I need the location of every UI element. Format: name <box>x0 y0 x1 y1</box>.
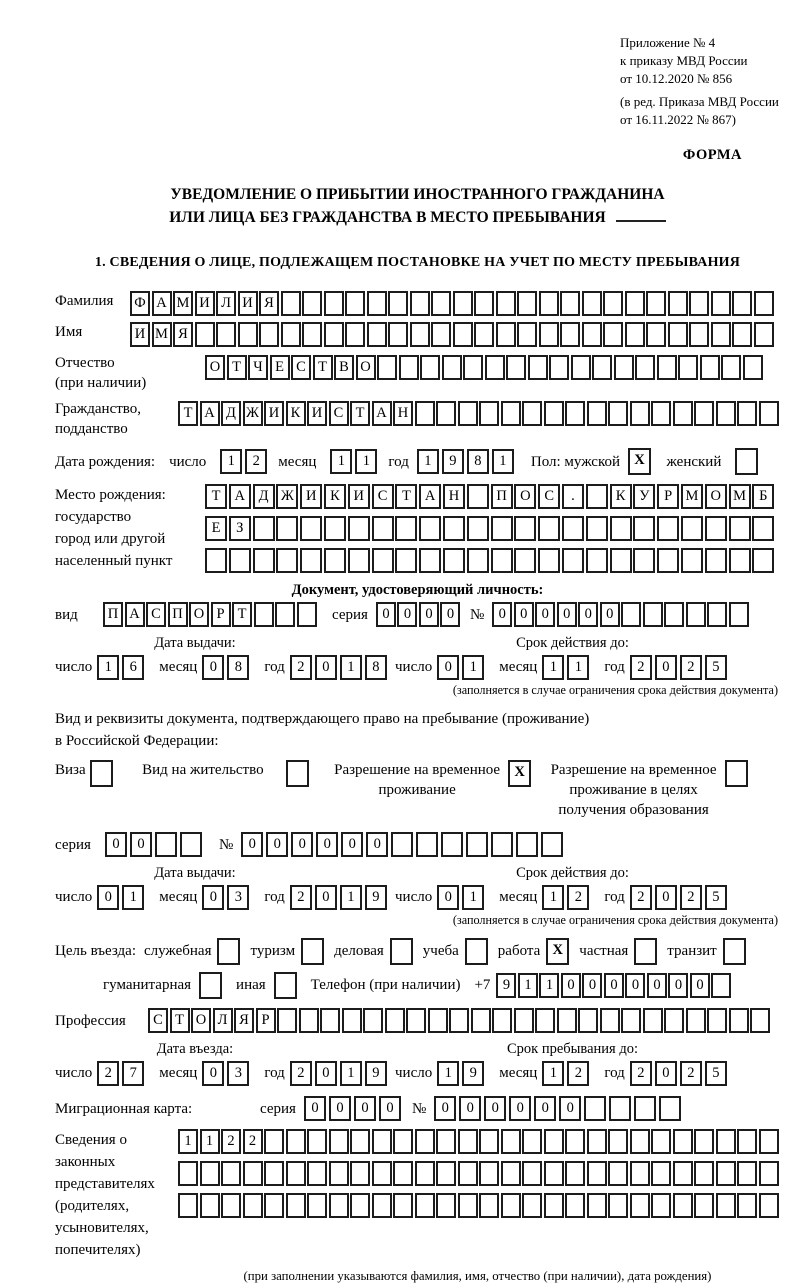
permit-issue-year-boxes[interactable]: 2 0 1 9 <box>290 885 390 910</box>
month-label: месяц <box>499 889 538 905</box>
sex-male-checkbox[interactable]: X <box>628 448 651 475</box>
visa-option <box>55 760 114 787</box>
visa-checkbox[interactable] <box>90 760 113 787</box>
purpose-study-checkbox[interactable] <box>465 938 488 965</box>
temp-residence-edu-option <box>551 760 749 820</box>
year-label: год <box>264 1065 285 1081</box>
purpose-private-label: частная <box>579 943 629 959</box>
birth-place-row2-boxes[interactable]: Е З <box>205 516 776 541</box>
representatives-row2-boxes[interactable] <box>178 1161 780 1186</box>
profession-boxes[interactable]: С Т О Л Я Р <box>148 1008 772 1033</box>
citizenship-label: Гражданство, подданство <box>55 401 142 437</box>
permit-valid-heading: Срок действия до: <box>516 865 629 881</box>
temp-residence-checkbox[interactable]: X <box>508 760 531 787</box>
valid-note: (заполняется в случае ограничения срока действия документа) <box>452 683 778 697</box>
sex-label: Пол: мужской <box>530 453 621 470</box>
permit-number-label: № <box>218 836 234 853</box>
representatives-row1-boxes[interactable]: 1 1 2 2 <box>178 1129 780 1154</box>
purpose-humanitarian-checkbox[interactable] <box>199 972 222 999</box>
permit-valid-day-boxes[interactable]: 0 1 <box>437 885 487 910</box>
permit-valid-year-boxes[interactable]: 2 0 2 5 <box>630 885 730 910</box>
stay-until-heading: Срок пребывания до: <box>507 1041 638 1057</box>
surname-label: Фамилия <box>55 293 114 309</box>
migration-number-boxes[interactable]: 0 0 0 0 0 0 <box>434 1096 684 1121</box>
citizenship-boxes[interactable]: Т А Д Ж И К И С Т А Н <box>178 401 780 426</box>
residence-permit-label: Вид на жительство <box>142 762 264 778</box>
day-label: число <box>395 1065 433 1081</box>
day-label: число <box>395 889 433 905</box>
form-label: ФОРМА <box>682 147 742 163</box>
birth-date-label: Дата рождения: <box>55 453 156 470</box>
purpose-transit-checkbox[interactable] <box>723 938 746 965</box>
valid-until-heading: Срок действия до: <box>516 635 629 651</box>
day-label: число <box>55 659 93 675</box>
valid-year-boxes[interactable]: 2 0 2 5 <box>630 655 730 680</box>
visa-label: Виза <box>55 762 86 778</box>
migration-card-label: Миграционная карта: <box>55 1100 193 1117</box>
birth-year-label: год <box>388 453 409 470</box>
month-label: месяц <box>159 1065 198 1081</box>
purpose-private-checkbox[interactable] <box>634 938 657 965</box>
birth-day-label: число <box>169 453 207 470</box>
doc-series-boxes[interactable]: 0 0 0 0 <box>376 602 462 627</box>
surname-boxes[interactable]: Ф А М И Л И Я <box>130 291 775 316</box>
section1-heading: 1. СВЕДЕНИЯ О ЛИЦЕ, ПОДЛЕЖАЩЕМ ПОСТАНОВКЕ НА УЧЕТ ПО МЕСТУ ПРЕБЫВАНИЯ <box>94 255 741 270</box>
purpose-work-label: работа <box>497 943 541 959</box>
representatives-row3-boxes[interactable] <box>178 1193 780 1218</box>
stay-month-boxes[interactable]: 1 2 <box>542 1061 592 1086</box>
day-label: число <box>55 889 93 905</box>
birth-place-row1-boxes[interactable]: Т А Д Ж И К И С Т А Н П О С . К У Р М О М Б <box>205 484 776 509</box>
entry-purpose-row <box>55 938 780 965</box>
entry-day-boxes[interactable]: 2 7 <box>97 1061 147 1086</box>
entry-date-heading: Дата въезда: <box>156 1041 234 1057</box>
appendix-line: Приложение № 4 <box>620 35 716 50</box>
appendix-header <box>620 34 780 129</box>
patronymic-boxes[interactable]: О Т Ч Е С Т В О <box>205 355 764 380</box>
entry-purpose-row2 <box>103 972 780 999</box>
doc-number-boxes[interactable]: 0 0 0 0 0 0 <box>492 602 750 627</box>
birth-year-boxes[interactable]: 1 9 8 1 <box>417 449 517 474</box>
purpose-business-label: деловая <box>334 943 384 959</box>
permit-issue-month-boxes[interactable]: 0 3 <box>202 885 252 910</box>
residence-doc-intro: Вид и реквизиты документа, подтверждающего право на пребывание (проживание) в Российской Федерации: <box>55 711 590 749</box>
permit-number-boxes[interactable]: 0 0 0 0 0 0 <box>241 832 566 857</box>
identity-doc-heading: Документ, удостоверяющий личность: <box>291 582 544 598</box>
birth-place-label: Место рождения: государство город или другой населенный пункт <box>55 487 173 569</box>
entry-month-boxes[interactable]: 0 3 <box>202 1061 252 1086</box>
permit-valid-note: (заполняется в случае ограничения срока действия документа) <box>452 913 778 927</box>
sex-female-label: женский <box>666 453 722 470</box>
birth-day-boxes[interactable]: 1 2 <box>220 449 270 474</box>
valid-day-boxes[interactable]: 0 1 <box>437 655 487 680</box>
residence-permit-checkbox[interactable] <box>286 760 309 787</box>
doc-kind-boxes[interactable]: П А С П О Р Т <box>103 602 318 627</box>
profession-label: Профессия <box>55 1012 126 1029</box>
issue-date-heading: Дата выдачи: <box>154 635 236 651</box>
title-blank-underline <box>616 206 666 222</box>
issue-month-boxes[interactable]: 0 8 <box>202 655 252 680</box>
year-label: год <box>604 659 625 675</box>
purpose-work-checkbox[interactable]: X <box>546 938 569 965</box>
birth-month-boxes[interactable]: 1 1 <box>330 449 380 474</box>
permit-series-boxes[interactable]: 0 0 <box>105 832 205 857</box>
doc-kind-label: вид <box>55 606 78 623</box>
temp-residence-edu-checkbox[interactable] <box>725 760 748 787</box>
representatives-label: Сведения о законных представителях (родителях, усыновителях, попечителях) <box>55 1132 155 1258</box>
doc-series-label: серия <box>332 606 368 623</box>
appendix-line: к приказу МВД России <box>620 53 748 68</box>
purpose-other-label: иная <box>236 977 266 993</box>
phone-boxes[interactable]: 9 1 1 0 0 0 0 0 0 0 <box>496 973 733 998</box>
permit-issue-heading: Дата выдачи: <box>154 865 236 881</box>
appendix-line: от 10.12.2020 № 856 <box>620 71 733 86</box>
purpose-study-label: учеба <box>422 943 459 959</box>
given-name-boxes[interactable]: И М Я <box>130 322 775 347</box>
residence-permit-options <box>55 760 780 820</box>
issue-year-boxes[interactable]: 2 0 1 8 <box>290 655 390 680</box>
purpose-other-checkbox[interactable] <box>274 972 297 999</box>
month-label: месяц <box>159 889 198 905</box>
month-label: месяц <box>499 659 538 675</box>
permit-series-label: серия <box>55 836 91 853</box>
permit-issue-day-boxes[interactable]: 0 1 <box>97 885 147 910</box>
day-label: число <box>55 1065 93 1081</box>
entry-year-boxes[interactable]: 2 0 1 9 <box>290 1061 390 1086</box>
revision-line: (в ред. Приказа МВД России <box>620 94 779 109</box>
month-label: месяц <box>159 659 198 675</box>
purpose-official-checkbox[interactable] <box>217 938 240 965</box>
purpose-tourism-checkbox[interactable] <box>301 938 324 965</box>
year-label: год <box>604 1065 625 1081</box>
permit-valid-month-boxes[interactable]: 1 2 <box>542 885 592 910</box>
patronymic-label: Отчество (при наличии) <box>55 355 147 391</box>
temp-residence-edu-label: Разрешение на временное проживание в целях получения образования <box>550 762 717 818</box>
stay-day-boxes[interactable]: 1 9 <box>437 1061 487 1086</box>
day-label: число <box>395 659 433 675</box>
purpose-business-checkbox[interactable] <box>390 938 413 965</box>
temp-residence-option <box>334 760 532 800</box>
month-label: месяц <box>499 1065 538 1081</box>
temp-residence-label: Разрешение на временное проживание <box>334 762 501 798</box>
phone-prefix: +7 <box>474 977 491 993</box>
doc-number-label: № <box>469 606 485 623</box>
birth-month-label: месяц <box>278 453 317 470</box>
issue-day-boxes[interactable]: 1 6 <box>97 655 147 680</box>
given-name-label: Имя <box>55 324 83 340</box>
representatives-note: (при заполнении указываются фамилия, имя, отчество (при наличии), дата рождения) <box>243 1269 712 1283</box>
purpose-humanitarian-label: гуманитарная <box>103 977 192 993</box>
migration-number-label: № <box>411 1100 427 1117</box>
year-label: год <box>604 889 625 905</box>
year-label: год <box>264 659 285 675</box>
purpose-transit-label: транзит <box>667 943 717 959</box>
stay-year-boxes[interactable]: 2 0 2 5 <box>630 1061 730 1086</box>
sex-female-checkbox[interactable] <box>735 448 758 475</box>
revision-line: от 16.11.2022 № 867) <box>620 112 737 127</box>
purpose-official-label: служебная <box>143 943 212 959</box>
birth-place-row3-boxes[interactable] <box>205 548 776 573</box>
title-line1: УВЕДОМЛЕНИЕ О ПРИБЫТИИ ИНОСТРАННОГО ГРАЖДАНИНА <box>170 186 665 203</box>
residence-permit-option <box>142 760 310 787</box>
migration-series-label: серия <box>260 1100 296 1117</box>
migration-series-boxes[interactable]: 0 0 0 0 <box>304 1096 404 1121</box>
purpose-label: Цель въезда: <box>55 943 136 959</box>
valid-month-boxes[interactable]: 1 1 <box>542 655 592 680</box>
page-title <box>55 184 780 229</box>
year-label: год <box>264 889 285 905</box>
title-line2: ИЛИ ЛИЦА БЕЗ ГРАЖДАНСТВА В МЕСТО ПРЕБЫВАНИЯ <box>55 206 780 229</box>
purpose-tourism-label: туризм <box>250 943 296 959</box>
phone-label: Телефон (при наличии) <box>310 977 461 993</box>
